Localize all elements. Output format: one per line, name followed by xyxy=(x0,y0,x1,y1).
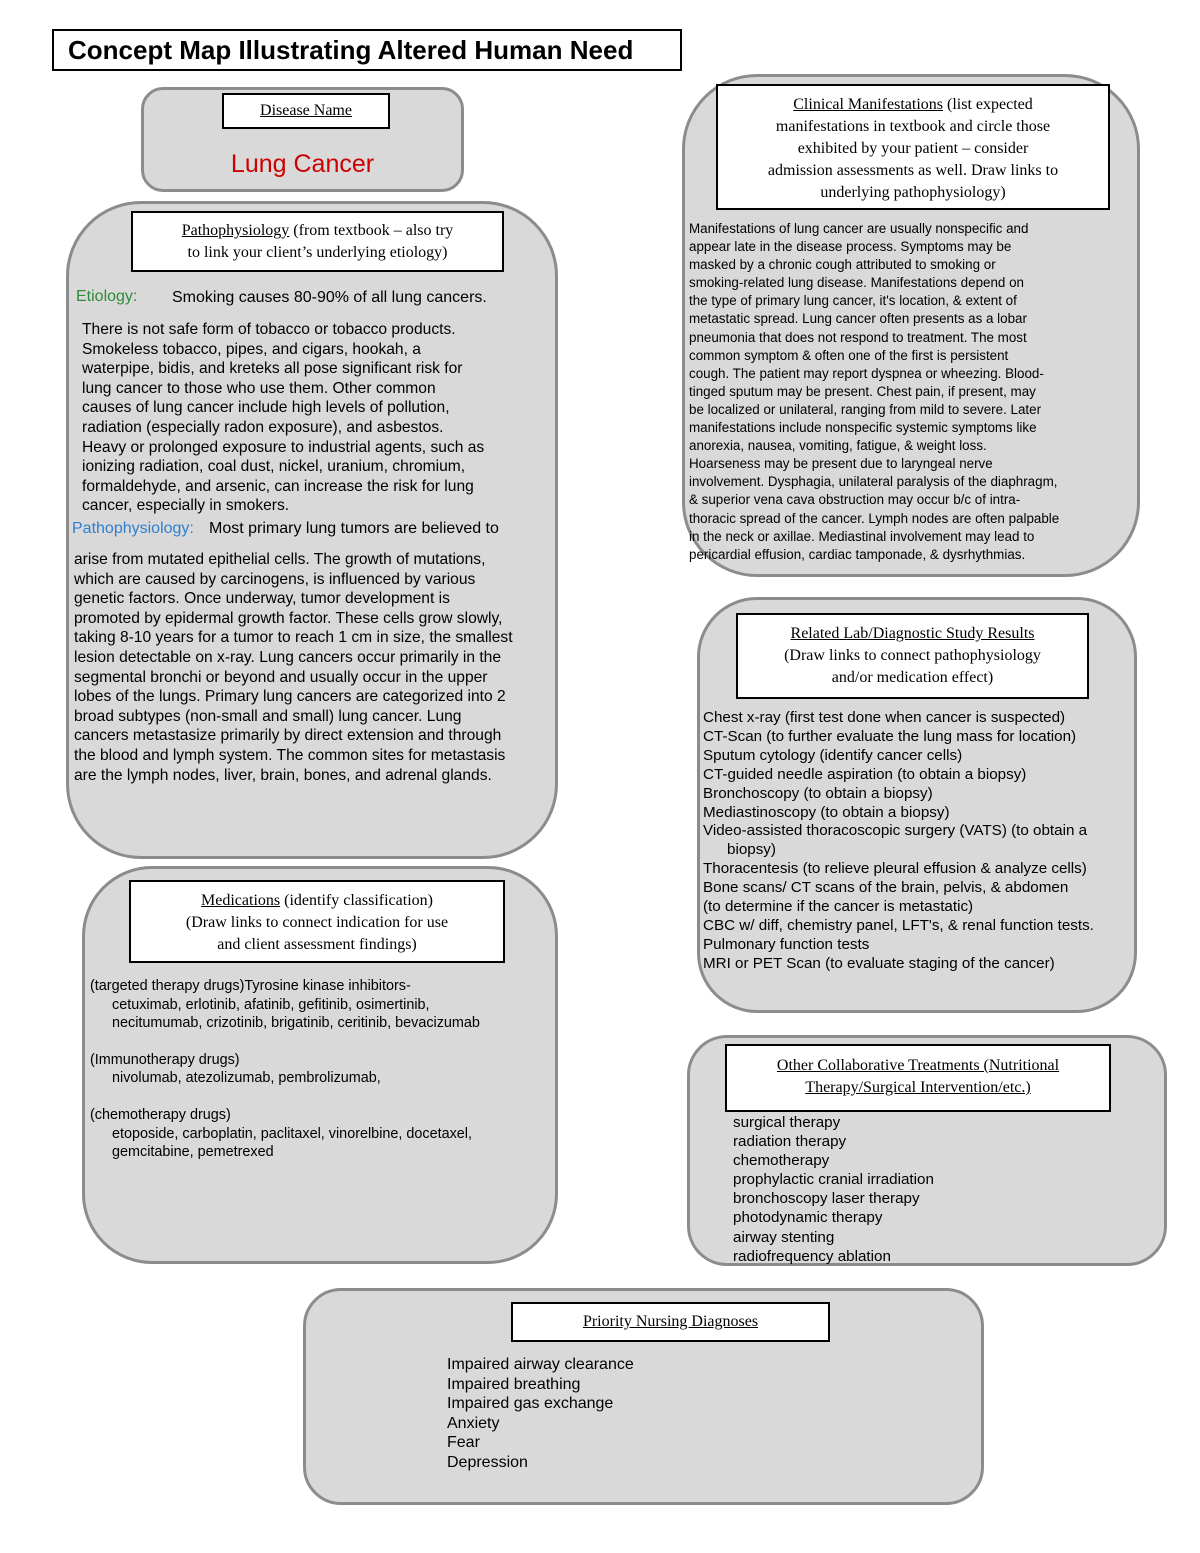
text-line: thoracic spread of the cancer. Lymph nodes are often palpable xyxy=(689,510,1060,526)
text-line: smoking-related lung disease. Manifestations depend on xyxy=(689,275,1024,291)
text-line: CBC w/ diff, chemistry panel, LFT's, & renal function tests. xyxy=(703,916,1094,934)
nursing-header xyxy=(511,1302,830,1342)
text-line: MRI or PET Scan (to evaluate staging of the cancer) xyxy=(703,954,1055,972)
text-line: biopsy) xyxy=(727,841,776,859)
treatments-header-line1: Other Collaborative Treatments (Nutritional xyxy=(776,1057,1060,1074)
clinical-text xyxy=(689,220,1059,564)
medication-list-line: gemcitabine, pemetrexed xyxy=(112,1144,274,1161)
medication-group-title: (targeted therapy drugs)Tyrosine kinase inhibitors- xyxy=(90,978,411,994)
text-line: Impaired gas exchange xyxy=(447,1395,614,1413)
text-line: tinged sputum may be present. Chest pain, if present, may xyxy=(689,383,1036,399)
page-title: Concept Map Illustrating Altered Human Need xyxy=(52,29,682,71)
medication-group xyxy=(90,977,480,1033)
text-line: causes of lung cancer include high levels of pollution, xyxy=(82,399,450,417)
text-line: radiation therapy xyxy=(733,1133,847,1151)
text-line: which are caused by carcinogens, is influenced by various xyxy=(74,570,476,588)
text-line: segmental bronchi or beyond and usually occur in the upper xyxy=(74,668,488,686)
text-line: CT-guided needle aspiration (to obtain a biopsy) xyxy=(703,765,1027,783)
text-line: formaldehyde, and arsenic, can increase the risk for lung xyxy=(82,477,474,495)
etiology-first-line: Smoking causes 80-90% of all lung cancers. xyxy=(172,289,487,306)
text-line: common symptom & often one of the first is persistent xyxy=(689,347,1009,363)
text-line: genetic factors. Once underway, tumor development is xyxy=(74,590,450,608)
text-line: Bone scans/ CT scans of the brain, pelvis, & abdomen xyxy=(703,879,1069,897)
text-line: waterpipe, bidis, and kreteks all pose significant risk for xyxy=(82,360,463,378)
text-line: Heavy or prolonged exposure to industrial agents, such as xyxy=(82,438,485,456)
medications-header-u: Medications xyxy=(201,892,281,909)
text-line: are the lymph nodes, liver, brain, bones, and adrenal glands. xyxy=(74,766,492,784)
disease-header xyxy=(222,93,390,129)
text-line: Pulmonary function tests xyxy=(703,935,870,953)
labs-text xyxy=(703,709,1094,974)
text-line: Anxiety xyxy=(447,1414,500,1432)
text-line: taking 8-10 years for a tumor to reach 1 cm in size, the smallest xyxy=(74,629,513,647)
text-line: cough. The patient may report dyspnea or wheezing. Blood- xyxy=(689,365,1044,381)
clinical-header-line: admission assessments as well. Draw links to xyxy=(767,162,1059,179)
text-line: arise from mutated epithelial cells. The growth of mutations, xyxy=(74,551,486,568)
medication-list-line: cetuximab, erlotinib, afatinib, gefitinib, osimertinib, xyxy=(112,996,430,1013)
medications-header xyxy=(129,880,505,963)
text-line: involvement. Dysphagia, unilateral paralysis of the diaphragm, xyxy=(689,474,1058,490)
text-line: radiofrequency ablation xyxy=(733,1247,891,1265)
text-line: the blood and lymph system. The common sites for metastasis xyxy=(74,746,506,764)
treatments-header-line2: Therapy/Surgical Intervention/etc.) xyxy=(805,1079,1031,1096)
text-line: Impaired airway clearance xyxy=(447,1356,634,1373)
text-line: prophylactic cranial irradiation xyxy=(733,1171,934,1189)
text-line: airway stenting xyxy=(733,1228,835,1246)
text-line: Chest x-ray (first test done when cancer is suspected) xyxy=(703,709,1066,726)
etiology-label: Etiology: xyxy=(76,288,138,305)
medication-list-line: nivolumab, atezolizumab, pembrolizumab, xyxy=(112,1070,381,1087)
text-line: Sputum cytology (identify cancer cells) xyxy=(703,746,963,764)
text-line: lobes of the lungs. Primary lung cancers are categorized into 2 xyxy=(74,688,506,706)
text-line: promoted by epidermal growth factor. These cells grow slowly, xyxy=(74,609,503,627)
text-line: radiation (especially radon exposure), and asbestos. xyxy=(82,418,444,436)
medications-header-line: (Draw links to connect indication for use xyxy=(185,914,449,931)
text-line: manifestations include nonspecific systemic symptoms like xyxy=(689,420,1037,436)
text-line: Smokeless tobacco, pipes, and cigars, hookah, a xyxy=(82,340,421,358)
text-line: pericardial effusion, cardiac tamponade, & dysrhythmias. xyxy=(689,546,1026,562)
text-line: cancer, especially in smokers. xyxy=(82,497,290,515)
text-line: ionizing radiation, coal dust, nickel, uranium, chromium, xyxy=(82,458,466,476)
text-line: be localized or unilateral, ranging from mild to severe. Later xyxy=(689,401,1042,417)
clinical-header-u: Clinical Manifestations xyxy=(793,96,943,113)
patho-first-line: Most primary lung tumors are believed to xyxy=(209,520,499,537)
text-line: broad subtypes (non-small and small) lung cancer. Lung xyxy=(74,707,462,725)
disease-value: Lung Cancer xyxy=(230,150,375,178)
nursing-header-label: Priority Nursing Diagnoses xyxy=(582,1313,759,1330)
treatments-list xyxy=(733,1113,934,1266)
etiology-text xyxy=(82,320,484,516)
medications-text xyxy=(90,977,480,1180)
medication-group xyxy=(90,1051,480,1088)
pathophysiology-header-rest: (from textbook – also try xyxy=(289,222,454,239)
pathophysiology-header xyxy=(131,211,504,272)
text-line: in the neck or axillae. Mediastinal involvement may lead to xyxy=(689,528,1035,544)
nursing-list xyxy=(447,1355,634,1473)
text-line: Fear xyxy=(447,1434,480,1452)
text-line: the type of primary lung cancer, it's location, & extent of xyxy=(689,293,1017,309)
text-line: (to determine if the cancer is metastatic) xyxy=(703,898,974,916)
text-line: lung cancer to those who use them. Other common xyxy=(82,379,436,397)
medication-group xyxy=(90,1106,480,1162)
text-line: Video-assisted thoracoscopic surgery (VATS) (to obtain a xyxy=(703,822,1088,840)
text-line: Thoracentesis (to relieve pleural effusion & analyze cells) xyxy=(703,860,1087,878)
medication-list-line: etoposide, carboplatin, paclitaxel, vinorelbine, docetaxel, xyxy=(112,1125,472,1142)
text-line: Bronchoscopy (to obtain a biopsy) xyxy=(703,784,933,802)
text-line: appear late in the disease process. Symptoms may be xyxy=(689,239,1012,255)
text-line: pneumonia that does not respond to treatment. The most xyxy=(689,329,1027,345)
text-line: Manifestations of lung cancer are usually nonspecific and xyxy=(689,221,1029,236)
text-line: chemotherapy xyxy=(733,1152,830,1170)
labs-header-line: (Draw links to connect pathophysiology xyxy=(784,647,1041,664)
text-line: anorexia, nausea, vomiting, fatigue, & weight loss. xyxy=(689,438,987,454)
text-line: masked by a chronic cough attributed to smoking or xyxy=(689,257,996,273)
pathophysiology-header-u: Pathophysiology xyxy=(181,222,290,239)
medications-header-line: and client assessment findings) xyxy=(217,936,417,953)
clinical-header-rest: (list expected xyxy=(943,96,1033,113)
labs-header-u: Related Lab/Diagnostic Study Results xyxy=(790,625,1035,642)
text-line: metastatic spread. Lung cancer often presents as a lobar xyxy=(689,311,1027,327)
text-line: photodynamic therapy xyxy=(733,1209,883,1227)
labs-header xyxy=(736,613,1089,699)
treatments-header xyxy=(725,1044,1111,1112)
text-line: cancers metastasize primarily by direct extension and through xyxy=(74,727,502,745)
disease-header-label: Disease Name xyxy=(260,102,352,119)
clinical-header-line: exhibited by your patient – consider xyxy=(797,140,1029,157)
text-line: lesion detectable on x-ray. Lung cancers occur primarily in the xyxy=(74,648,502,666)
clinical-header-line: underlying pathophysiology) xyxy=(820,184,1006,201)
labs-header-line: and/or medication effect) xyxy=(831,669,994,686)
text-line: Mediastinoscopy (to obtain a biopsy) xyxy=(703,803,950,821)
medications-header-rest: (identify classification) xyxy=(280,892,433,909)
clinical-header xyxy=(716,84,1110,210)
text-line: surgical therapy xyxy=(733,1114,841,1131)
medication-list-line: necitumumab, crizotinib, brigatinib, ceritinib, bevacizumab xyxy=(112,1015,480,1032)
clinical-header-line: manifestations in textbook and circle those xyxy=(775,118,1051,135)
text-line: CT-Scan (to further evaluate the lung mass for location) xyxy=(703,727,1077,745)
patho-label: Pathophysiology: xyxy=(72,520,194,537)
patho-text xyxy=(74,550,513,785)
medication-group-title: (chemotherapy drugs) xyxy=(90,1106,231,1123)
medication-group-title: (Immunotherapy drugs) xyxy=(90,1051,240,1068)
text-line: Depression xyxy=(447,1453,528,1471)
text-line: Impaired breathing xyxy=(447,1375,581,1393)
text-line: Hoarseness may be present due to laryngeal nerve xyxy=(689,456,993,472)
text-line: & superior vena cava obstruction may occur b/c of intra- xyxy=(689,492,1021,508)
text-line: bronchoscopy laser therapy xyxy=(733,1190,920,1208)
pathophysiology-header-line2: to link your client’s underlying etiology) xyxy=(187,244,448,261)
text-line: There is not safe form of tobacco or tobacco products. xyxy=(82,321,456,338)
